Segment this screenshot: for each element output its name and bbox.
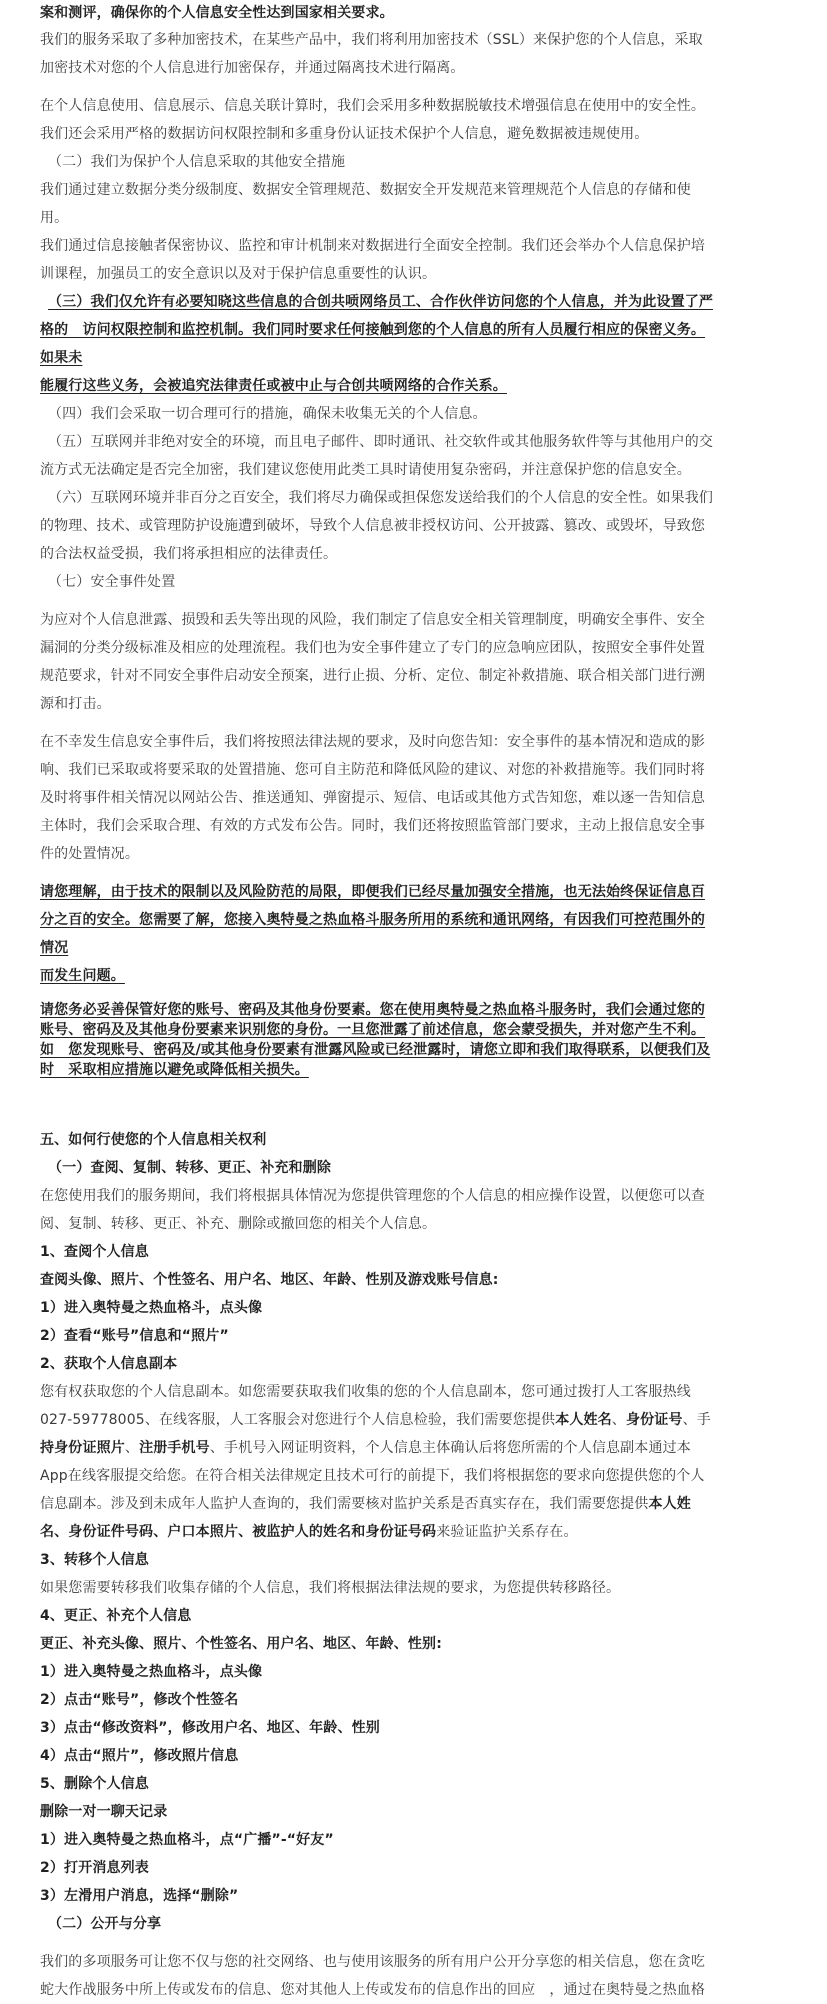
text-line: （五）互联网并非绝对安全的环境，而且电子邮件、即时通讯、社交软件或其他服务软件等与其他用户的交 [48,434,714,450]
step-item: 2）查看“账号”信息和“照片” [40,1328,229,1344]
text-line: 在不幸发生信息安全事件后，我们将按照法律法规的要求，及时向您告知：安全事件的基本情况和造成的影 [40,734,706,750]
text-line: 蛇大作战服务中所上传或发布的信息、您对其他人上传或发布的信息作出的回应 ，通过在奥特曼之热血格 [40,1982,706,1998]
section-heading: （七）安全事件处置 [48,574,176,590]
text-line: 规范要求，针对不同安全事件启动安全预案，进行止损、分析、定位、制定补救措施、联合相关部门进行溯 [40,668,706,684]
text-line: 的物理、技术、或管理防护设施遭到破坏，导致个人信息被非授权访问、公开披露、篡改、或毁坏，导致您 [40,518,706,534]
text-line: 查阅头像、照片、个性签名、用户名、地区、年龄、性别及游戏账号信息: [40,1272,499,1288]
text-line: 及时将事件相关情况以网站公告、推送通知、弹窗提示、短信、电话或其他方式告知您，难以逐一告知信息 [40,790,706,806]
text-line: 请您务必妥善保管好您的账号、密码及其他身份要素。您在使用奥特曼之热血格斗服务时，我们会通过您的 [40,1002,706,1018]
sub-heading: 4、更正、补充个人信息 [40,1608,192,1624]
text-line: 为应对个人信息泄露、损毁和丢失等出现的风险，我们制定了信息安全相关管理制度，明确安全事件、安全 [40,612,706,628]
section-heading: （一）查阅、复制、转移、更正、补充和删除 [48,1160,331,1176]
text-line: 我们的多项服务可让您不仅与您的社交网络、也与使用该服务的所有用户公开分享您的相关信息，您在贪吃 [40,1954,706,1970]
text-line: 的合法权益受损，我们将承担相应的法律责任。 [40,546,338,562]
step-item: 2）点击“账号”，修改个性签名 [40,1692,239,1708]
text-line: 持身份证照片、注册手机号、手机号入网证明资料，个人信息主体确认后将您所需的个人信息副本通过本 [40,1440,691,1456]
text-line: 我们通过建立数据分类分级制度、数据安全管理规范、数据安全开发规范来管理规范个人信息的存储和使 [40,182,691,198]
text-line: 账号、密码及及其他身份要素来识别您的身份。一旦您泄露了前述信息，您会蒙受损失，并对您产生不利。 [40,1022,706,1038]
text-line: 我们还会采用严格的数据访问权限控制和多重身份认证技术保护个人信息，避免数据被违规使用。 [40,126,649,142]
text-line: 名、身份证件号码、户口本照片、被监护人的姓名和身份证号码来验证监护关系存在。 [40,1524,578,1540]
text-line: 漏洞的分类分级标准及相应的处理流程。我们也为安全事件建立了专门的应急响应团队，按照安全事件处置 [40,640,706,656]
sub-heading: 2、获取个人信息副本 [40,1356,178,1372]
text-line: 信息副本。涉及到未成年人监护人查询的，我们需要核对监护关系是否真实存在，我们需要您提供本人姓 [40,1496,691,1512]
text-line: 训课程，加强员工的安全意识以及对于保护信息重要性的认识。 [40,266,437,282]
text-line: （六）互联网环境并非百分之百安全，我们将尽力确保或担保您发送给我们的个人信息的安全性。如果我们 [48,490,714,506]
text-line: 请您理解，由于技术的限制以及风险防范的局限，即便我们已经尽量加强安全措施，也无法始终保证信息百 [40,884,706,900]
text-line: 加密技术对您的个人信息进行加密保存，并通过隔离技术进行隔离。 [40,60,465,76]
section-heading: （二）我们为保护个人信息采取的其他安全措施 [48,154,346,170]
text-line: 能履行这些义务，会被追究法律责任或被中止与合创共唝网络的合作关系。 [40,378,507,394]
step-item: 1）进入奥特曼之热血格斗，点头像 [40,1664,263,1680]
sub-heading: 5、删除个人信息 [40,1776,149,1792]
text-line: 件的处置情况。 [40,846,140,862]
step-item: 4）点击“照片”，修改照片信息 [40,1748,239,1764]
text-line: 时 采取相应措施以避免或降低相关损失。 [40,1062,309,1078]
text-line: 格的 访问权限控制和监控机制。我们同时要求任何接触到您的个人信息的所有人员履行相应的保密义务。 [40,322,706,338]
text-line: 我们通过信息接触者保密协议、监控和审计机制来对数据进行全面安全控制。我们还会举办个人信息保护培 [40,238,706,254]
text-line: 如果您需要转移我们收集存储的个人信息，我们将根据法律法规的要求，为您提供转移路径。 [40,1580,621,1596]
text-line: 而发生问题。 [40,968,125,984]
step-item: 1）进入奥特曼之热血格斗，点“广播”-“好友” [40,1832,334,1848]
text-line: 响、我们已采取或将要采取的处置措施、您可自主防范和降低风险的建议、对您的补救措施等。我们同时将 [40,762,706,778]
text-line: 027-59778005、在线客服，人工客服会对您进行个人信息检验，我们需要您提供本人姓名、身份证号、手 [40,1412,711,1428]
text-line: 用。 [40,210,69,226]
text-line: 在您使用我们的服务期间，我们将根据具体情况为您提供管理您的个人信息的相应操作设置，以便您可以查 [40,1188,706,1204]
section-heading: （二）公开与分享 [48,1916,162,1932]
step-item: 3）左滑用户消息，选择“删除” [40,1888,239,1904]
text-line: 更正、补充头像、照片、个性签名、用户名、地区、年龄、性别: [40,1636,442,1652]
text-line: App在线客服提交给您。在符合相关法律规定且技术可行的前提下，我们将根据您的要求向您提供您的个人 [40,1468,705,1484]
text-line: （四）我们会采取一切合理可行的措施，确保未收集无关的个人信息。 [48,406,487,422]
text-line: 源和打击。 [40,696,111,712]
text-line: 案和测评，确保你的个人信息安全性达到国家相关要求。 [40,5,394,21]
privacy-policy-document [40,0,792,2004]
step-item: 3）点击“修改资料”，修改用户名、地区、年龄、性别 [40,1720,380,1736]
text-line: 在个人信息使用、信息展示、信息关联计算时，我们会采用多种数据脱敏技术增强信息在使用中的安全性。 [40,98,706,114]
step-item: 1）进入奥特曼之热血格斗，点头像 [40,1300,263,1316]
text-line: 如果未 [40,350,83,366]
text-line: （三）我们仅允许有必要知晓这些信息的合创共唝网络员工、合作伙伴访问您的个人信息，并为此设置了严 [48,294,714,310]
sub-heading: 3、转移个人信息 [40,1552,149,1568]
step-item: 2）打开消息列表 [40,1860,149,1876]
text-line: 主体时，我们会采取合理、有效的方式发布公告。同时，我们还将按照监管部门要求，主动上报信息安全事 [40,818,706,834]
sub-heading: 1、查阅个人信息 [40,1244,149,1260]
section-title: 五、如何行使您的个人信息相关权利 [40,1132,267,1148]
text-line: 阅、复制、转移、更正、补充、删除或撤回您的相关个人信息。 [40,1216,437,1232]
text-line: 我们的服务采取了多种加密技术，在某些产品中，我们将利用加密技术（SSL）来保护您的个人信息，采取 [40,32,703,48]
text-line: 您有权获取您的个人信息副本。如您需要获取我们收集的您的个人信息副本，您可通过拨打人工客服热线 [40,1384,691,1400]
text-line: 流方式无法确定是否完全加密，我们建议您使用此类工具时请使用复杂密码，并注意保护您的信息安全。 [40,462,691,478]
text-line: 情况 [40,940,69,956]
text-line: 删除一对一聊天记录 [40,1804,168,1820]
text-line: 如 您发现账号、密码及/或其他身份要素有泄露风险或已经泄露时，请您立即和我们取得联系，以便我们及 [40,1042,711,1058]
text-line: 分之百的安全。您需要了解，您接入奥特曼之热血格斗服务所用的系统和通讯网络，有因我们可控范围外的 [40,912,706,928]
